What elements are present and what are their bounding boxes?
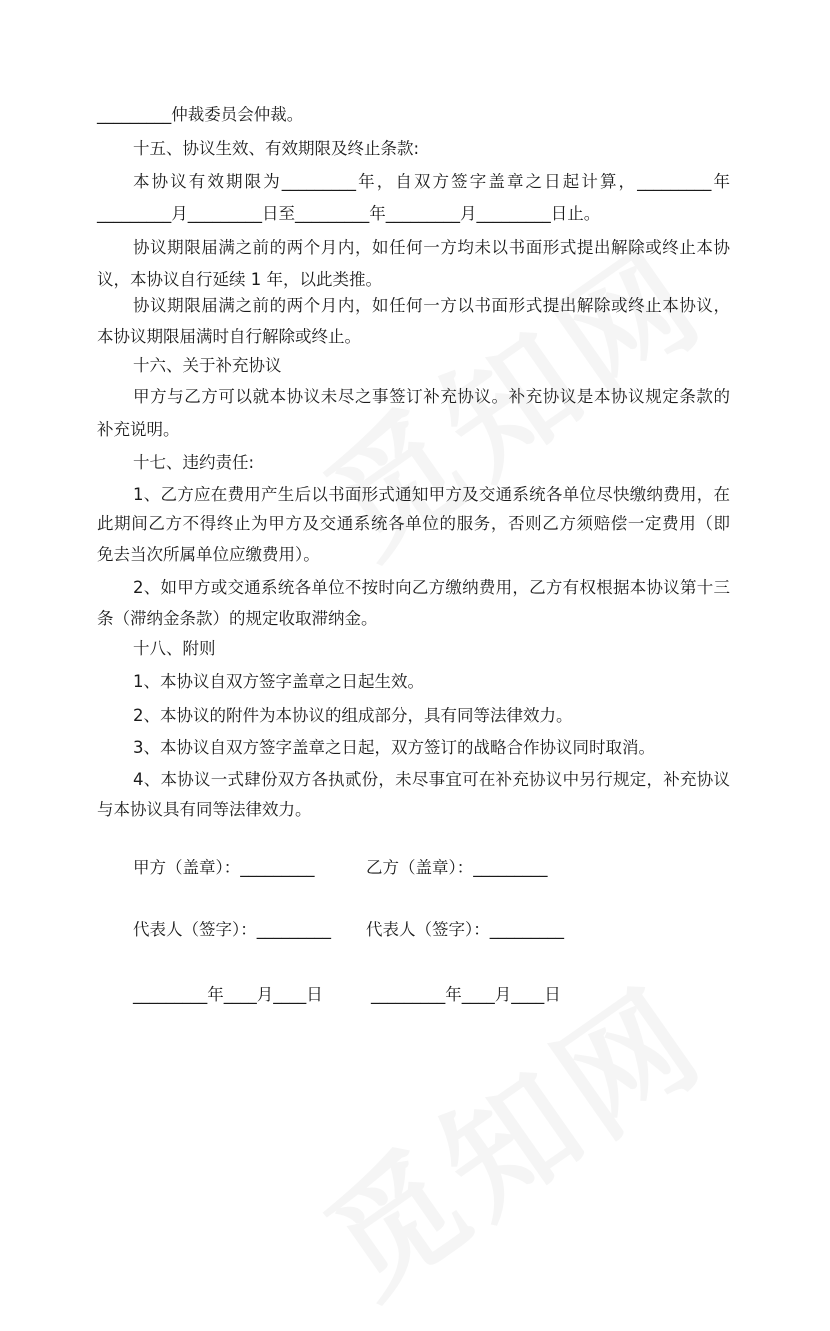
text-line: 2、如甲方或交通系统各单位不按时向乙方缴纳费用，乙方有权根据本协议第十三 xyxy=(133,578,730,597)
text-line: 与本协议具有同等法律效力。 xyxy=(97,800,312,819)
party-a-seal: 甲方（盖章）：_________ xyxy=(133,858,315,877)
party-a-date: _________年____月____日 xyxy=(133,985,323,1004)
section-heading: 十七、违约责任: xyxy=(133,453,255,472)
text-line: 补充说明。 xyxy=(97,420,180,439)
text-line: 本协议期限届满时自行解除或终止。 xyxy=(97,327,361,346)
text-line: 甲方与乙方可以就本协议未尽之事签订补充协议。补充协议是本协议规定条款的 xyxy=(133,387,730,406)
text-line: 条（滞纳金条款）的规定收取滞纳金。 xyxy=(97,609,378,628)
party-b-date: _________年____月____日 xyxy=(371,985,561,1004)
party-a-representative: 代表人（签字）：_________ xyxy=(133,920,331,939)
section-heading: 十六、关于补充协议 xyxy=(133,356,282,375)
text-line: 3、本协议自双方签字盖章之日起，双方签订的战略合作协议同时取消。 xyxy=(133,738,655,757)
text-line: 议，本协议自行延续 1 年，以此类推。 xyxy=(97,270,382,289)
text-line: 协议期限届满之前的两个月内，如任何一方以书面形式提出解除或终止本协议， xyxy=(133,296,730,315)
text-line: 4、本协议一式肆份双方各执贰份，未尽事宜可在补充协议中另行规定，补充协议 xyxy=(133,770,730,789)
text-line: 免去当次所属单位应缴费用）。 xyxy=(97,545,320,564)
section-heading: 十五、协议生效、有效期限及终止条款: xyxy=(133,139,420,158)
text-line: 1、乙方应在费用产生后以书面形式通知甲方及交通系统各单位尽快缴纳费用，在 xyxy=(133,485,730,504)
text-line: 本协议有效期限为_________年，自双方签字盖章之日起计算，_________年 xyxy=(133,172,730,191)
text-line: 协议期限届满之前的两个月内，如任何一方均未以书面形式提出解除或终止本协 xyxy=(133,238,730,257)
text-line: 1、本协议自双方签字盖章之日起生效。 xyxy=(133,672,424,691)
party-b-representative: 代表人（签字）：_________ xyxy=(366,920,564,939)
text-line: 此期间乙方不得终止为甲方及交通系统各单位的服务，否则乙方须赔偿一定费用（即 xyxy=(97,514,730,533)
party-b-seal: 乙方（盖章）：_________ xyxy=(366,858,548,877)
text-line: _________月_________日至_________年_________月_________日止。 xyxy=(97,204,601,223)
text-line: _________仲裁委员会仲裁。 xyxy=(97,105,304,124)
text-line: 2、本协议的附件为本协议的组成部分，具有同等法律效力。 xyxy=(133,706,573,725)
section-heading: 十八、附则 xyxy=(133,639,216,658)
